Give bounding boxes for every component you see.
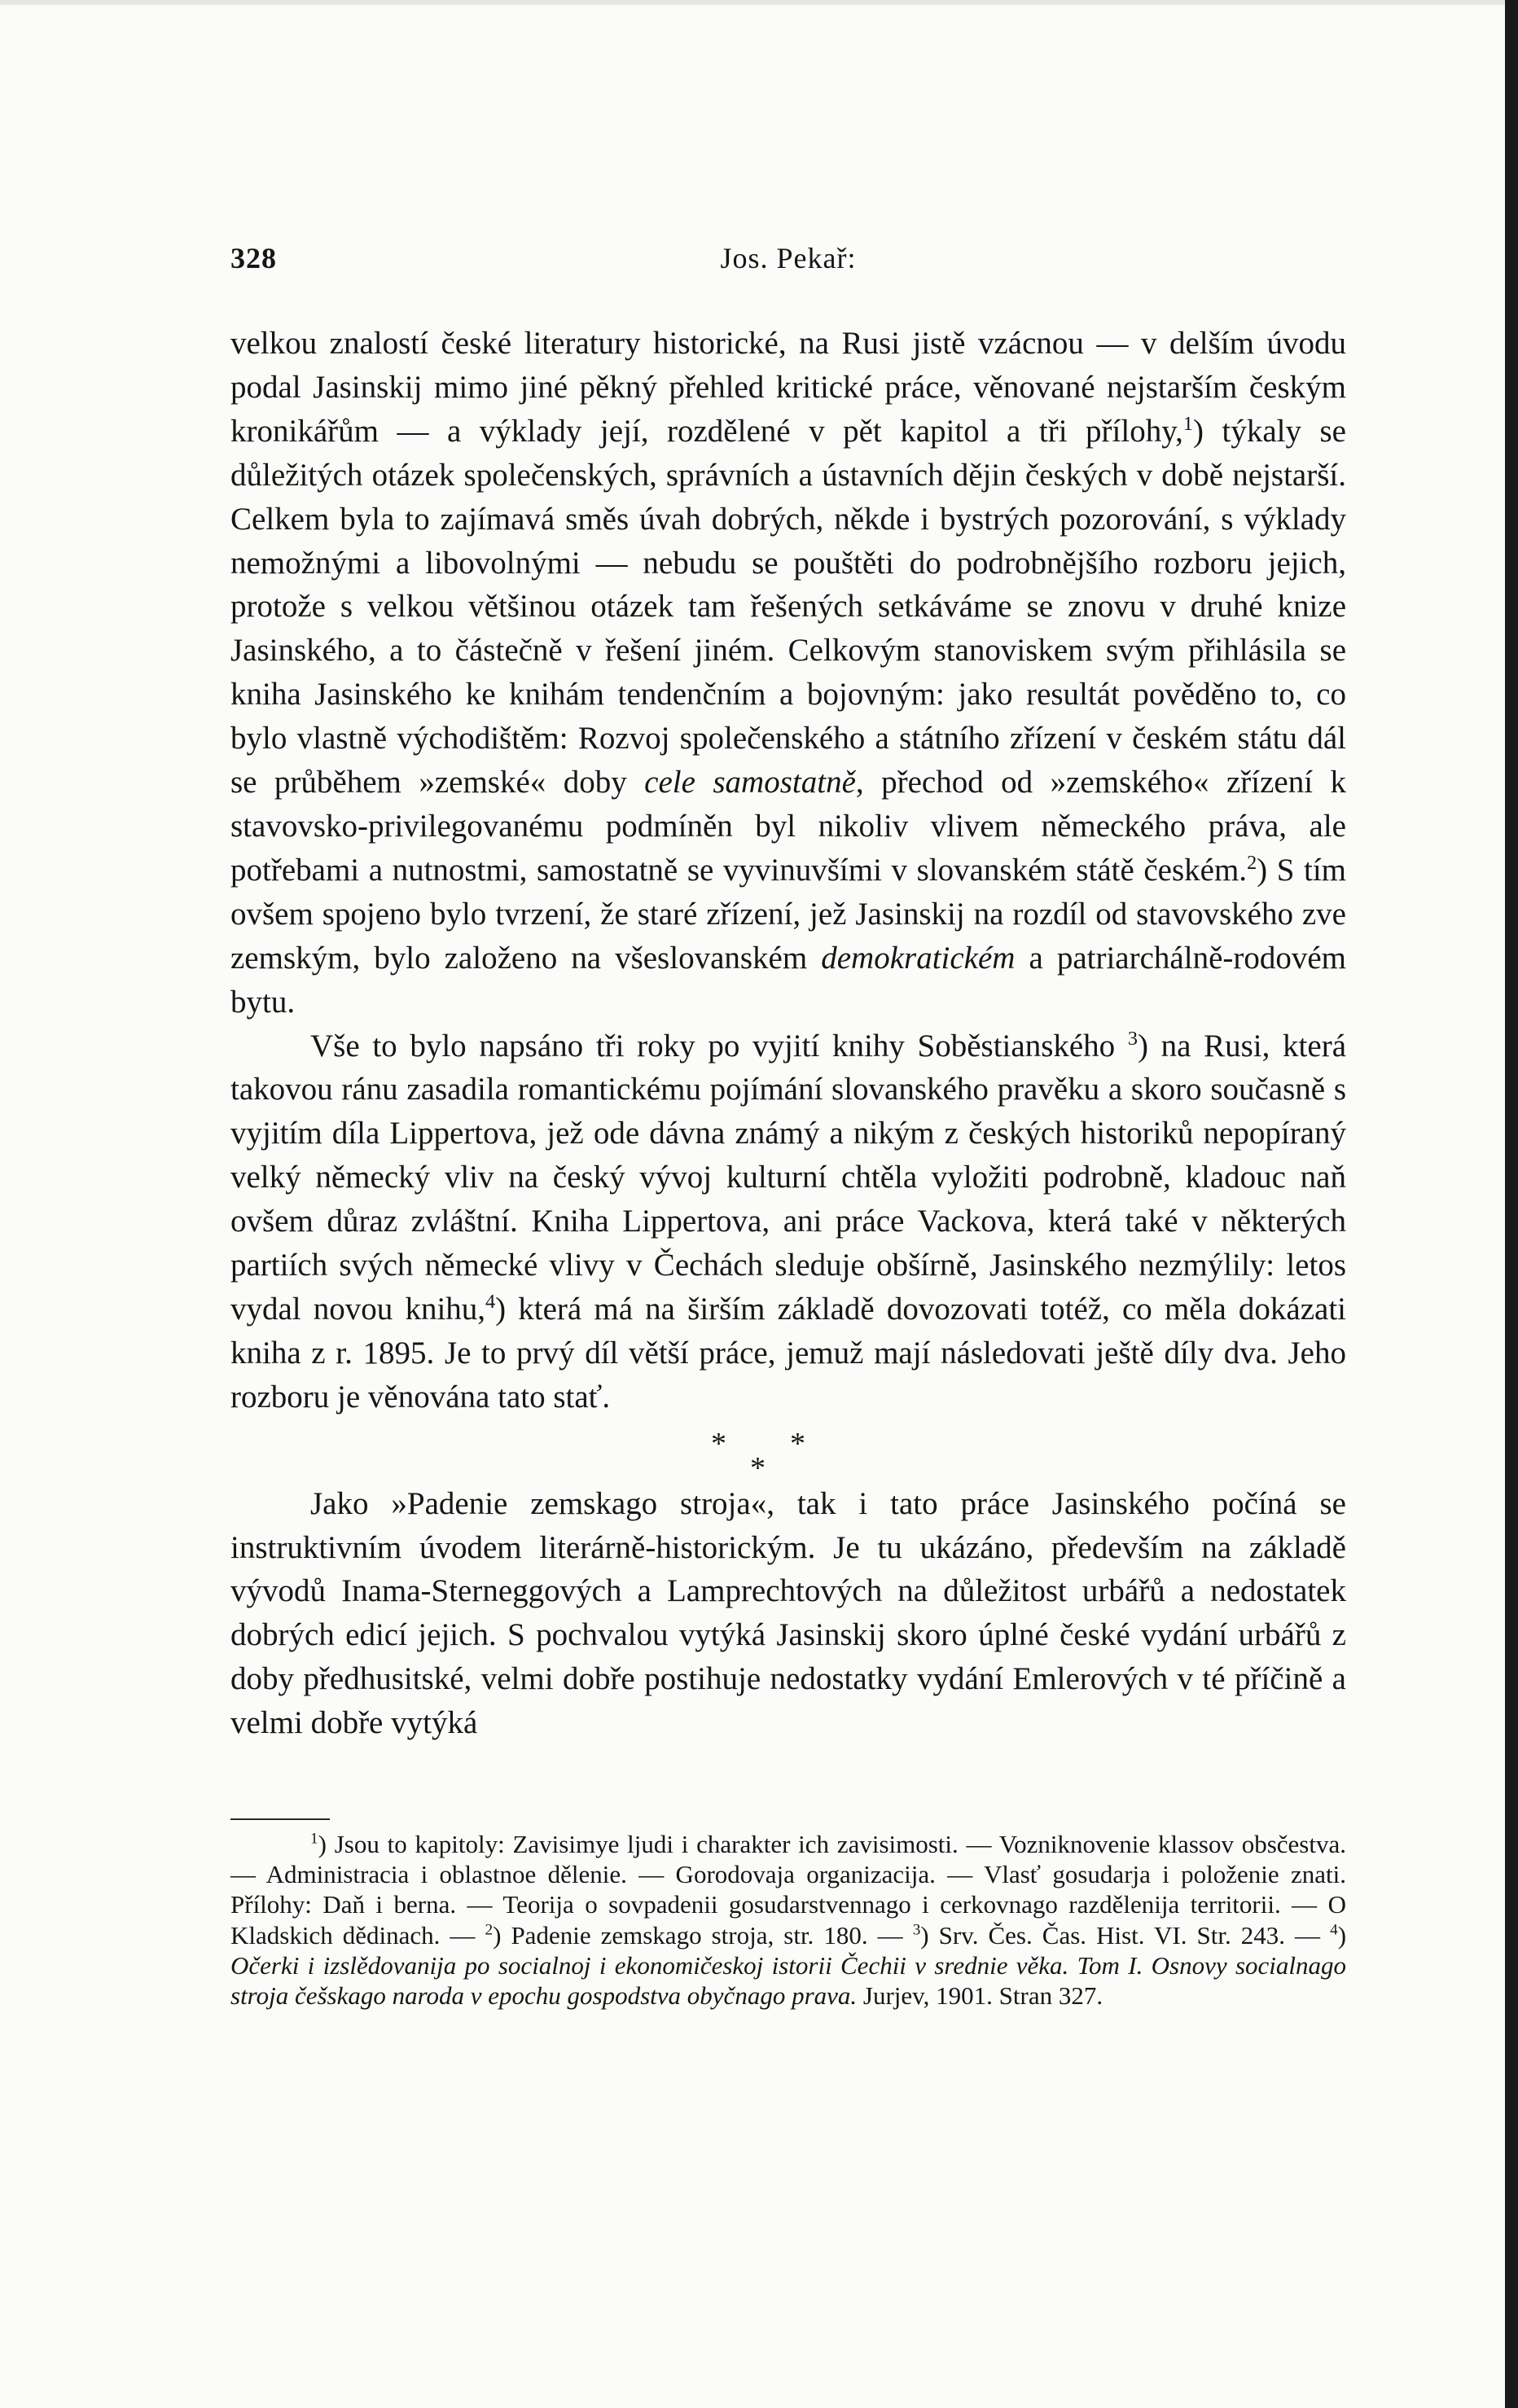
paragraph-3 [230,1482,1346,1745]
text-run: ) S tím ovšem spojeno bylo tvrzení, že staré zřízení, jež Jasinskij na rozdíl od stavovského zve zemským, bylo založeno na všeslovanském [230,852,1347,976]
italic-text: Očerki i izslědovanija po socialnoj i ekonomičeskoj istorii Čechii v srednie věka. Tom I. Osnovy socialnago stroja češskago naroda v epochu gospodstva obyčnago prava. [230,1950,1346,2011]
footnote-marker: 4 [1330,1921,1338,1939]
scan-right-edge [1505,0,1518,2408]
text-run: , přechod od »zemského« zřízení k stavovsko-privilegovanému podmíněn byl nikoliv vlivem německého práva, ale potřebami a nutnostmi, samostatně se vyvinuvšími v slovanském státě českém. [230,765,1347,888]
running-head: Jos. Pekař: [720,242,857,274]
page-header [230,241,1346,282]
text-run: ) Padenie zemskago stroja, str. 180. — [493,1920,913,1950]
body-text [230,322,1346,1745]
footnote-rule [230,1818,330,1820]
italic-text: cele samostatně [644,765,856,800]
footnote-marker: 3 [1127,1027,1138,1050]
footnotes [230,1829,1346,2011]
footnote-block [230,1829,1346,2011]
footnote-marker: 1 [310,1830,318,1848]
text-run: ) Jsou to kapitoly: Zavisimye ljudi i charakter ich zavisimosti. — Vozniknovenie klassov obsčestva. — Administracia i oblastnoe dělenie. — Gorodovaja organizacija. — Vlasť gosudarja i položenie znati. Přílohy: Daň i berna. — Teorija o sovpadenii gosudarstvennago i cerkovnago razdělenija territorii. — O Kladskich dědinach. — [230,1830,1346,1950]
separator-asterisk: * [750,1450,766,1485]
italic-text: demokratickém [821,940,1016,976]
page-number: 328 [230,242,277,274]
separator-asterisk: * [711,1426,726,1461]
paragraph-1 [230,322,1346,1024]
footnote-marker: 1 [1182,412,1194,435]
separator-asterisk: * [790,1426,805,1461]
scan-top-edge [0,0,1518,5]
text-run: Jako »Padenie zemskago stroja«, tak i tato práce Jasinského počíná se instruktivním úvodem literárně-historickým. Je tu ukázáno, především na základě vývodů Inama-Sterneggových a Lamprechtových na důležitost urbářů a nedostatek dobrých edicí jejich. S pochvalou vytýká Jasinskij skoro úplné české vydání urbářů z doby předhusitské, velmi dobře postihuje nedostatky vydání Emlerových v té příčině a velmi dobře vytýká [230,1485,1346,1741]
footnote-marker: 3 [912,1921,921,1939]
text-run: Jurjev, 1901. Stran 327. [857,1981,1103,2011]
text-run: velkou znalostí české literatury historické, na Rusi jistě vzácnou — v delším úvodu podal Jasinskij mimo jiné pěkný přehled kritické práce, věnované nejstarším českým kronikářům — a výklady její, rozdělené v pět kapitol a tři přílohy, [230,326,1346,449]
section-separator [230,1419,1346,1485]
paragraph-2 [230,1024,1346,1419]
text-run: ) která má na širším základě dovozovati totéž, co měla dokázati kniha z r. 1895. Je to prvý díl větší práce, jemuž mají následovati ještě díly dva. Jeho rozboru je věnována tato stať. [230,1291,1347,1415]
text-run: Vše to bylo napsáno tři roky po vyjití knihy Soběstianského [310,1028,1128,1064]
text-run: ) týkaly se důležitých otázek společenských, správních a ústavních dějin českých v době nejstarší. Celkem byla to zajímavá směs úvah dobrých, někde i bystrých pozorování, s výklady nemožnými a libovolnými — nebudu se pouštěti do podrobnějšího rozboru jejich, protože s velkou většinou otázek tam řešených setkáváme se znovu v druhé knize Jasinského, a to částečně v řešení jiném. Celkovým stanoviskem svým přihlásila se kniha Jasinského ke knihám tendenčním a bojovným: jako resultát pověděno to, co bylo vlastně východištěm: Rozvoj společenského a státního zřízení v českém státu dál se průběhem »zemské« doby [230,413,1346,800]
text-run: a patriarchálně-rodovém bytu. [230,940,1346,1020]
text-run: ) na Rusi, která takovou ránu zasadila romantickému pojímání slovanského pravěku a skoro současně s vyjitím díla Lippertova, jež ode dávna známý a nikým z českých historiků nepopíraný velký německý vliv na český vývoj kulturní chtěla vyložiti podrobně, kladouc naň ovšem důraz zvláštní. Kniha Lippertova, ani práce Vackova, která také v některých partiích svých německé vlivy v Čechách sleduje obšírně, Jasinského nezmýlily: letos vydal novou knihu, [230,1028,1346,1327]
footnote-marker: 2 [485,1921,494,1939]
text-run: ) [1337,1920,1347,1950]
footnote-marker: 2 [1247,851,1257,874]
text-run: ) Srv. Čes. Čas. Hist. VI. Str. 243. — [920,1920,1331,1950]
footnote-marker: 4 [485,1290,496,1313]
